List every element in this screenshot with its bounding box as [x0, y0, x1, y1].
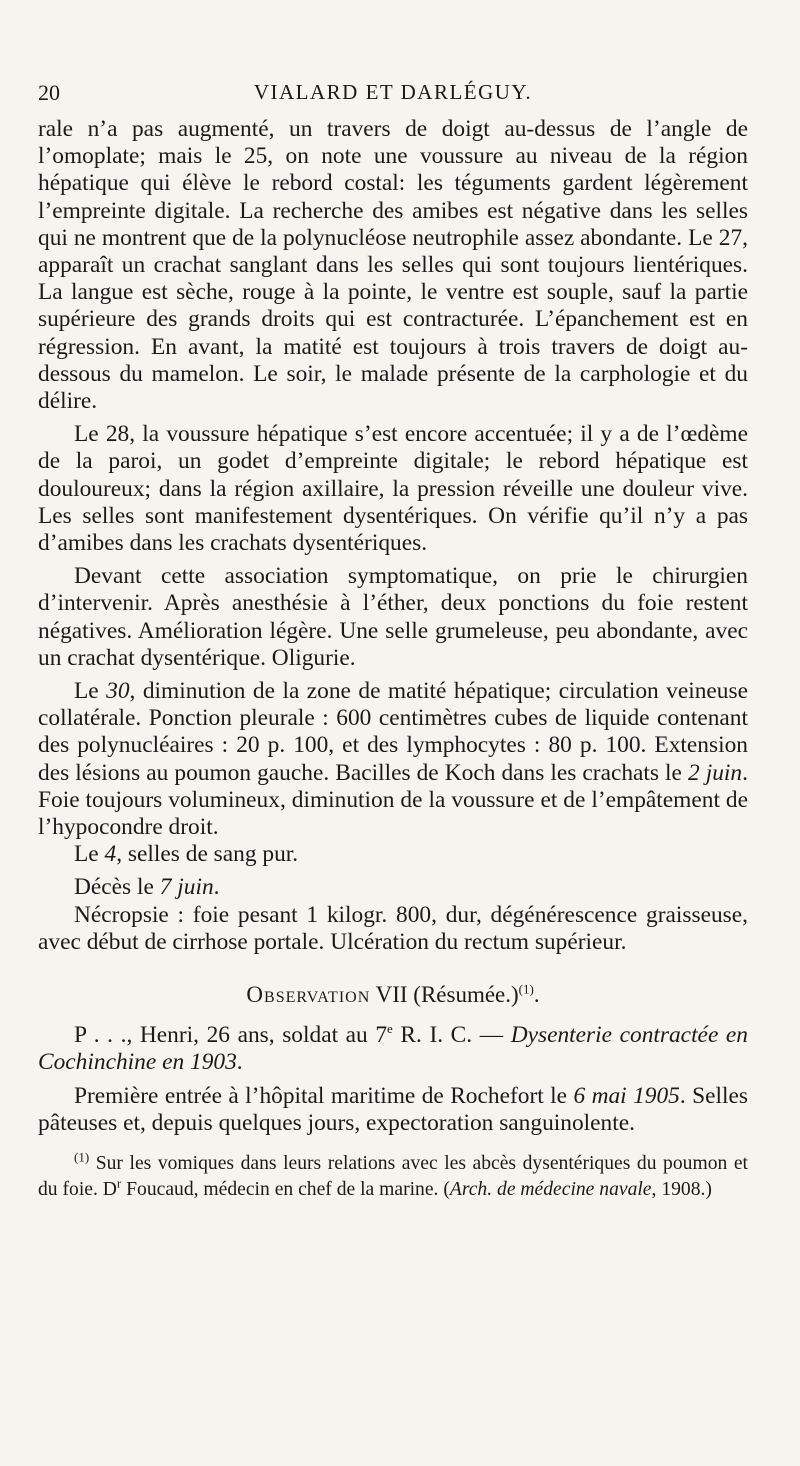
page-header [38, 80, 748, 110]
paragraph: Nécropsie : foie pesant 1 kilogr. 800, dur, dégénérescence graisseuse, avec début de cirrhose portale. Ulcération du rectum supérieur. [38, 901, 748, 955]
paragraph: Décès le 7 juin. [74, 874, 220, 901]
paragraph: Devant cette association symptomatique, on prie le chirurgien d’intervenir. Après anesthésie à l’éther, deux ponctions du foie restent négatives. Amélioration légère. Une selle grumeleuse, peu abondante, avec un crachat dysentérique. Oligurie. [38, 563, 748, 671]
case-summary: P . . ., Henri, 26 ans, soldat au 7e R. I. C. — Dysenterie contractée en Cochinchine en 1903. [38, 1021, 748, 1076]
footnote-ref: (1) [518, 981, 534, 997]
page-number: 20 [38, 80, 60, 105]
paragraph: rale n’a pas augmenté, un travers de doigt au-dessus de l’angle de l’omoplate; mais le 25, on note une voussure au niveau de la région hépatique qui élève le rebord costal: les téguments gardent légèrement l’empreinte digitale. La recherche des amibes est négative dans les selles qui ne montrent que de la polynucléose neutrophile assez abondante. Le 27, apparaît un crachat sanglant dans les selles qui sont toujours lientériques. La langue est sèche, rouge à la pointe, le ventre est souple, sauf la partie supérieure des grands droits qui est contracturée. L’épanchement est en régression. En avant, la matité est toujours à trois travers de doigt au-dessous du mamelon. Le soir, le malade présente de la carphologie et du délire. [38, 116, 748, 415]
paragraph: Le 4, selles de sang pur. [74, 841, 299, 868]
running-head: VIALARD ET DARLÉGUY. [253, 80, 533, 104]
page-body [38, 116, 748, 1203]
paragraph: Le 28, la voussure hépatique s’est encore accentuée; il y a de l’œdème de la paroi, un godet d’empreinte digitale; le rebord hépatique est douloureux; dans la région axillaire, la pression réveille une douleur vive. Les selles sont manifestement dysentériques. On vérifie qu’il n’y a pas d’amibes dans les crachats dysentériques. [38, 421, 748, 557]
footnote: $^{(1)}$ Sur les vomiques dans leurs relations avec les abcès dysentériques du poumon et du foie. $D^r$ Foucaud, médecin en chef de la marine. (Arch. de médecine navale, 1908.) [38, 1149, 748, 1200]
paragraph: Le 30, diminution de la zone de matité hépatique; circulation veineuse collatérale. Ponction pleurale : 600 centimètres cubes de liquide contenant des polynucléaires : 20 p. 100, et des lymphocytes : 80 p. 100. Extension des lésions au poumon gauche. Bacilles de Koch dans les crachats le 2 juin. Foie toujours volumineux, diminution de la voussure et de l’empâtement de l’hypocondre droit. [38, 678, 748, 841]
observation-heading: Observation VII (Résumée.)$^{(1)}$. [246, 981, 540, 1008]
paragraph: Première entrée à l’hôpital maritime de Rochefort le 6 mai 1905. Selles pâteuses et, depuis quelques jours, expectoration sanguinolente. [38, 1082, 748, 1136]
